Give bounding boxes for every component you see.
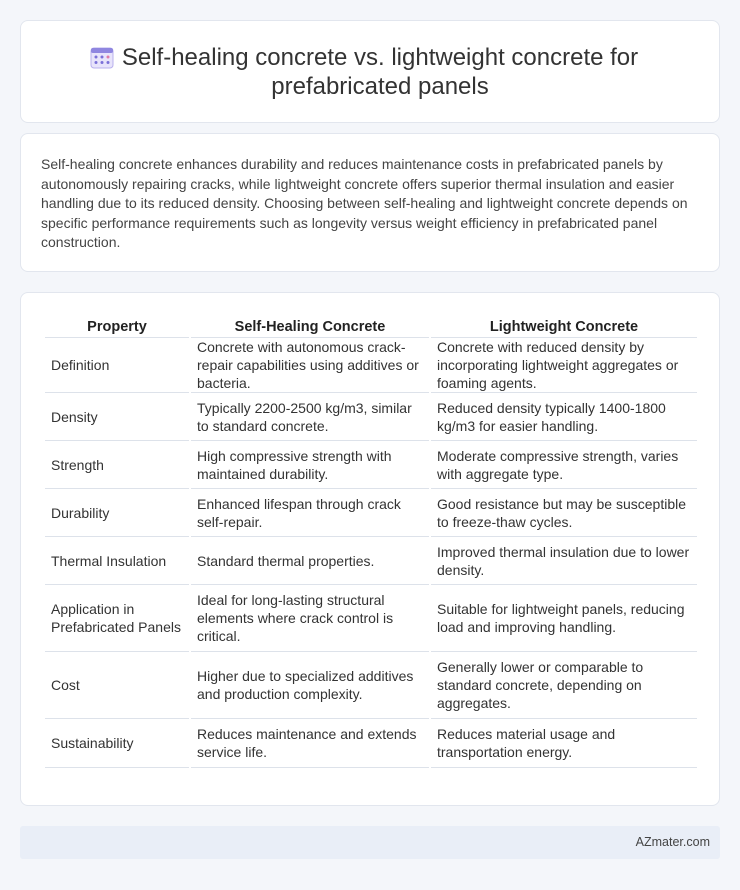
self-healing-cell: Higher due to specialized additives and production complexity.	[191, 652, 429, 719]
column-header-property: Property	[45, 315, 189, 338]
table-row	[45, 441, 697, 489]
table-row	[45, 652, 697, 719]
lightweight-cell: Generally lower or comparable to standard concrete, depending on aggregates.	[431, 652, 697, 719]
lightweight-cell: Improved thermal insulation due to lower density.	[431, 537, 697, 585]
comparison-table	[43, 315, 699, 768]
property-cell: Thermal Insulation	[45, 537, 189, 585]
property-cell: Density	[45, 393, 189, 441]
property-cell: Durability	[45, 489, 189, 537]
lightweight-cell: Reduces material usage and transportation energy.	[431, 719, 697, 768]
footer-brand[interactable]: AZmater.com	[635, 835, 710, 849]
property-cell: Sustainability	[45, 719, 189, 768]
table-row	[45, 489, 697, 537]
footer-bar	[20, 826, 720, 859]
summary-text: Self-healing concrete enhances durability and reduces maintenance costs in prefabricated panels by autonomously repairing cracks, while lightweight concrete offers superior thermal insulation and easier handling due to its reduced density. Choosing between self-healing and lightweight concrete depends on specific performance requirements such as longevity versus weight efficiency in prefabricated panel construction.	[41, 156, 688, 250]
title-card	[20, 20, 720, 123]
table-row	[45, 537, 697, 585]
table-row	[45, 338, 697, 393]
property-cell: Application in Prefabricated Panels	[45, 585, 189, 652]
self-healing-cell: High compressive strength with maintained durability.	[191, 441, 429, 489]
table-row	[45, 719, 697, 768]
column-header-self-healing: Self-Healing Concrete	[191, 315, 429, 338]
lightweight-cell: Concrete with reduced density by incorporating lightweight aggregates or foaming agents.	[431, 338, 697, 393]
comparison-table-card	[20, 292, 720, 806]
page-title: Self-healing concrete vs. lightweight concrete for prefabricated panels	[121, 43, 639, 100]
self-healing-cell: Ideal for long-lasting structural elements where crack control is critical.	[191, 585, 429, 652]
self-healing-cell: Standard thermal properties.	[191, 537, 429, 585]
self-healing-cell: Concrete with autonomous crack-repair capabilities using additives or bacteria.	[191, 338, 429, 393]
table-row	[45, 585, 697, 652]
self-healing-cell: Enhanced lifespan through crack self-repair.	[191, 489, 429, 537]
lightweight-cell: Reduced density typically 1400-1800 kg/m3 for easier handling.	[431, 393, 697, 441]
property-cell: Cost	[45, 652, 189, 719]
table-row	[45, 393, 697, 441]
column-header-lightweight: Lightweight Concrete	[431, 315, 697, 338]
property-cell: Strength	[45, 441, 189, 489]
summary-card	[20, 133, 720, 272]
lightweight-cell: Good resistance but may be susceptible to freeze-thaw cycles.	[431, 489, 697, 537]
self-healing-cell: Typically 2200-2500 kg/m3, similar to standard concrete.	[191, 393, 429, 441]
property-cell: Definition	[45, 338, 189, 393]
lightweight-cell: Moderate compressive strength, varies with aggregate type.	[431, 441, 697, 489]
self-healing-cell: Reduces maintenance and extends service life.	[191, 719, 429, 768]
lightweight-cell: Suitable for lightweight panels, reducing load and improving handling.	[431, 585, 697, 652]
table-header-row	[45, 315, 697, 338]
